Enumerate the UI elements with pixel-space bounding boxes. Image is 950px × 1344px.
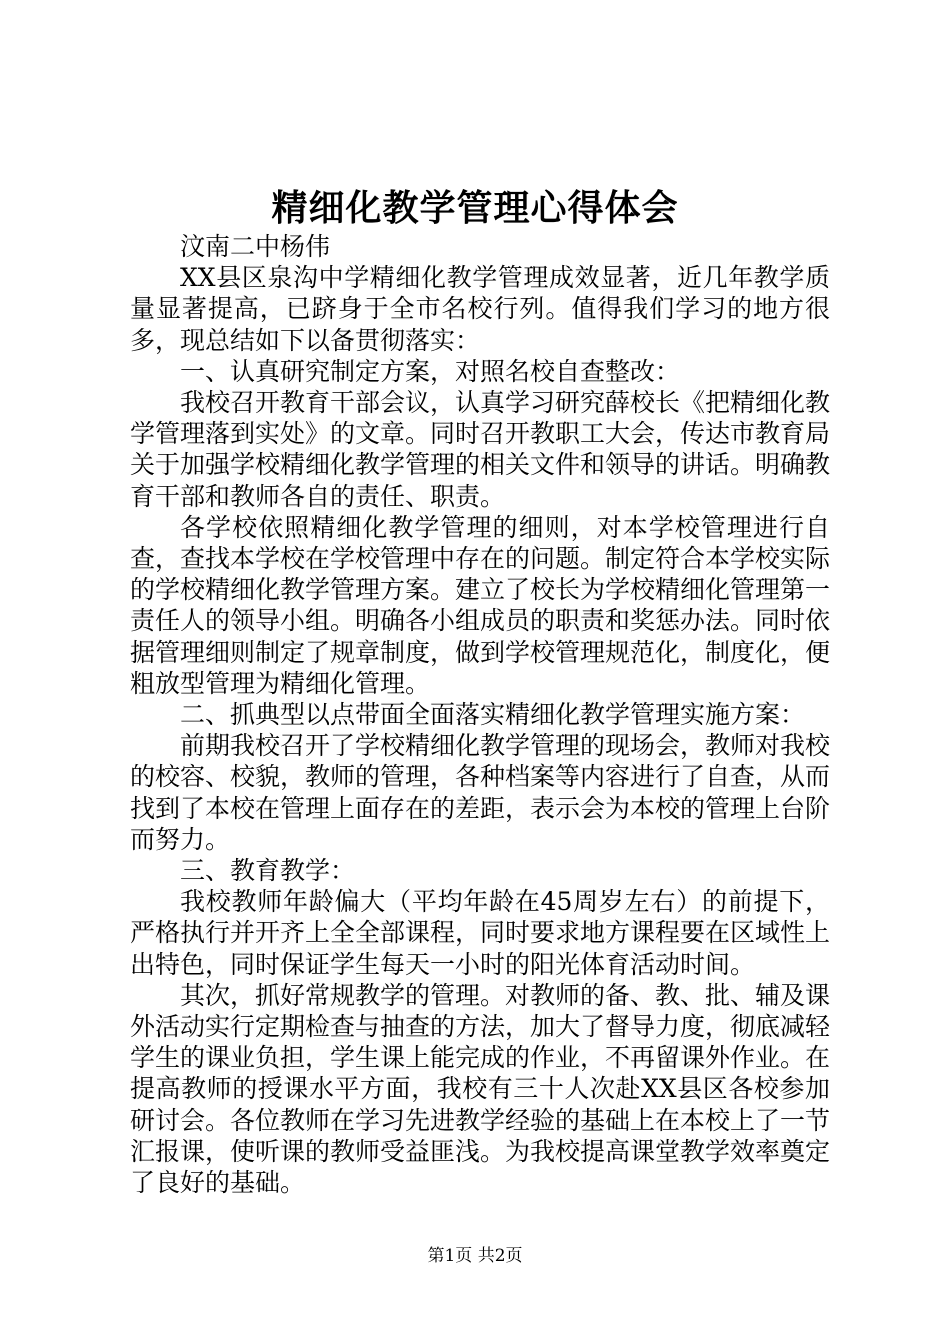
document-body <box>130 231 830 1198</box>
document-title: 精细化教学管理心得体会 <box>271 187 679 229</box>
section-heading-2: 二、抓典型以点带面全面落实精细化教学管理实施方案： <box>180 700 806 730</box>
paragraph-1: 我校召开教育干部会议，认真学习研究薛校长《把精细化教学管理落到实处》的文章。同时召开教职工大会，传达市教育局关于加强学校精细化教学管理的相关文件和领导的讲话。明确教育干部和教师各自的责任、职责。 <box>130 388 831 511</box>
author-line: 汶南二中杨伟 <box>180 232 331 261</box>
paragraph-4: 我校教师年龄偏大（平均年龄在45周岁左右）的前提下，严格执行并开齐上全全部课程，同时要求地方课程要在区域性上出特色，同时保证学生每天一小时的阳光体育活动时间。 <box>130 887 831 979</box>
section-heading-1: 一、认真研究制定方案，对照名校自查整改： <box>180 356 681 386</box>
paragraph-intro: XX县区泉沟中学精细化教学管理成效显著，近几年教学质量显著提高，已跻身于全市名校行列。值得我们学习的地方很多，现总结如下以备贯彻落实： <box>130 263 830 355</box>
paragraph-2: 各学校依照精细化教学管理的细则，对本学校管理进行自查，查找本学校在学校管理中存在的问题。制定符合本学校实际的学校精细化教学管理方案。建立了校长为学校精细化管理第一责任人的领导小组。明确各小组成员的职责和奖惩办法。同时依据管理细则制定了规章制度，做到学校管理规范化，制度化，便粗放型管理为精细化管理。 <box>130 512 831 698</box>
section-heading-3: 三、教育教学： <box>180 856 356 886</box>
paragraph-3: 前期我校召开了学校精细化教学管理的现场会，教师对我校的校容、校貌，教师的管理，各种档案等内容进行了自查，从而找到了本校在管理上面存在的差距，表示会为本校的管理上台阶而努力。 <box>130 731 831 854</box>
page-number: 第1页 共2页 <box>427 1246 523 1266</box>
paragraph-5: 其次，抓好常规教学的管理。对教师的备、教、批、辅及课外活动实行定期检查与抽查的方法，加大了督导力度，彻底减轻学生的课业负担，学生课上能完成的作业，不再留课外作业。在提高教师的授课水平方面，我校有三十人次赴XX县区各校参加研讨会。各位教师在学习先进教学经验的基础上在本校上了一节汇报课，使听课的教师受益匪浅。为我校提高课堂教学效率奠定了良好的基础。 <box>130 980 831 1198</box>
